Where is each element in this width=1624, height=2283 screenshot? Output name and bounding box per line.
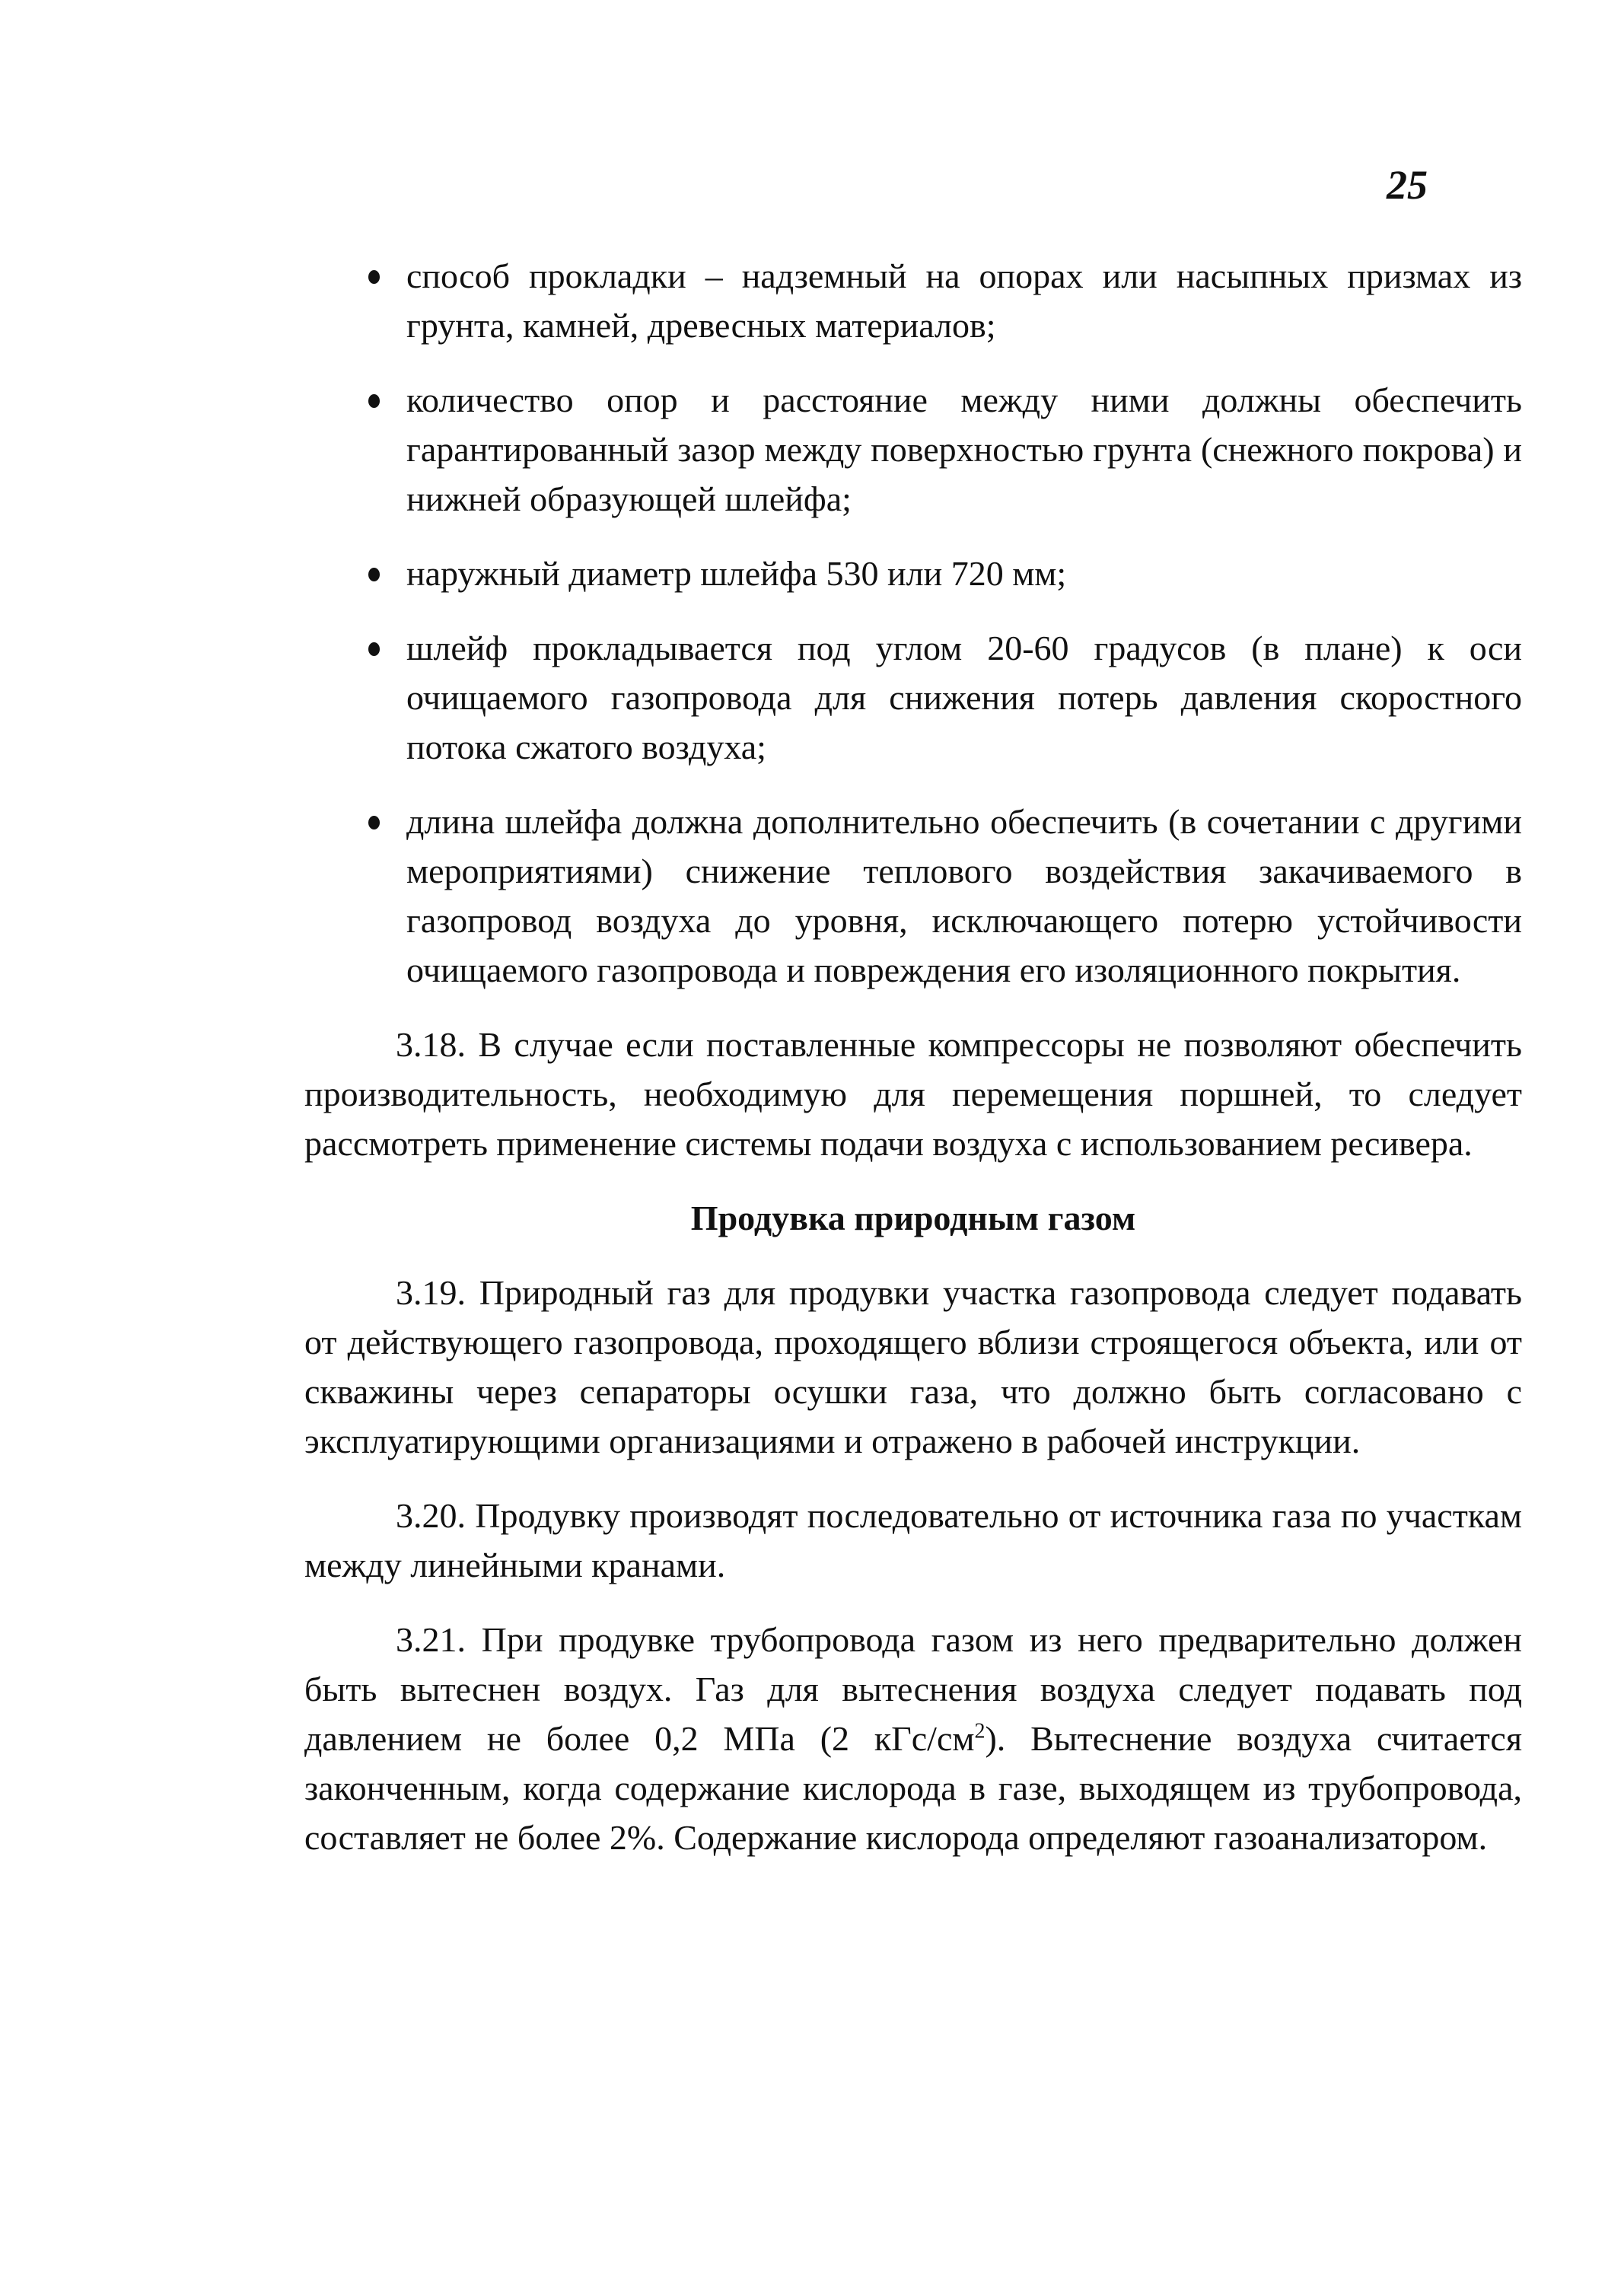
clause-text: Природный газ для продувки участка газопровода следует подавать от действующего газопровода, проходящего вблизи строящегося объекта, или от скважины через сепараторы осушки газа, что должно быть согласовано с эксплуатирующими организациями и отражено в рабочей инструкции. <box>304 1273 1522 1460</box>
clause-number: 3.18. <box>396 1025 466 1064</box>
document-body <box>304 251 1523 1887</box>
bullet-icon <box>368 816 380 829</box>
paragraph-3-18 <box>304 1020 1522 1168</box>
bullet-item <box>358 251 1522 350</box>
bullet-item <box>358 797 1522 995</box>
bullet-icon <box>368 394 380 408</box>
clause-text-part-a: При продувке трубопровода газом из него предварительно должен быть вытеснен воздух. Газ для вытеснения воздуха следует подавать под давлением не более 0,2 МПа (2 кГс/см <box>304 1620 1523 1758</box>
section-heading: Продувка природным газом <box>690 1199 1136 1237</box>
bullet-item <box>358 623 1522 772</box>
clause-number: 3.19. <box>396 1273 466 1312</box>
bullet-text: шлейф прокладывается под углом 20-60 градусов (в плане) к оси очищаемого газопровода для снижения потерь давления скоростного потока сжатого воздуха; <box>406 629 1522 766</box>
bullet-text: способ прокладки – надземный на опорах или насыпных призмах из грунта, камней, древесных материалов; <box>406 256 1522 345</box>
clause-text: Продувку производят последовательно от источника газа по участкам между линейными кранами. <box>304 1496 1523 1584</box>
superscript: 2 <box>974 1719 986 1743</box>
paragraph-3-20 <box>304 1491 1522 1590</box>
bullet-text: наружный диаметр шлейфа 530 или 720 мм; <box>406 554 1067 593</box>
paragraph-3-21 <box>304 1615 1522 1862</box>
bullet-icon <box>368 270 380 284</box>
clause-number: 3.20. <box>396 1496 466 1535</box>
bullet-item <box>358 549 1522 598</box>
bullet-text: длина шлейфа должна дополнительно обеспечить (в сочетании с другими мероприятиями) снижение теплового воздействия закачиваемого в газопровод воздуха до уровня, исключающего потерю устойчивости очищаемого газопровода и повреждения его изоляционного покрытия. <box>406 802 1522 989</box>
bullet-icon <box>368 568 380 581</box>
bullet-item <box>358 375 1522 524</box>
bullet-text: количество опор и расстояние между ними должны обеспечить гарантированный зазор между поверхностью грунта (снежного покрова) и нижней образующей шлейфа; <box>406 380 1522 518</box>
paragraph-3-19 <box>304 1268 1522 1466</box>
bullet-icon <box>368 642 380 656</box>
clause-text-part-b: ). Вытеснение воздуха считается законченным, когда содержание кислорода в газе, выходящем из трубопровода, составляет не более 2%. Содержание кислорода определяют газоанализатором. <box>304 1719 1522 1857</box>
clause-number: 3.21. <box>396 1620 466 1659</box>
clause-text: В случае если поставленные компрессоры не позволяют обеспечить производительность, необходимую для перемещения поршней, то следует рассмотреть применение системы подачи воздуха с использованием ресивера. <box>304 1025 1522 1163</box>
page-number: 25 <box>1387 162 1428 208</box>
